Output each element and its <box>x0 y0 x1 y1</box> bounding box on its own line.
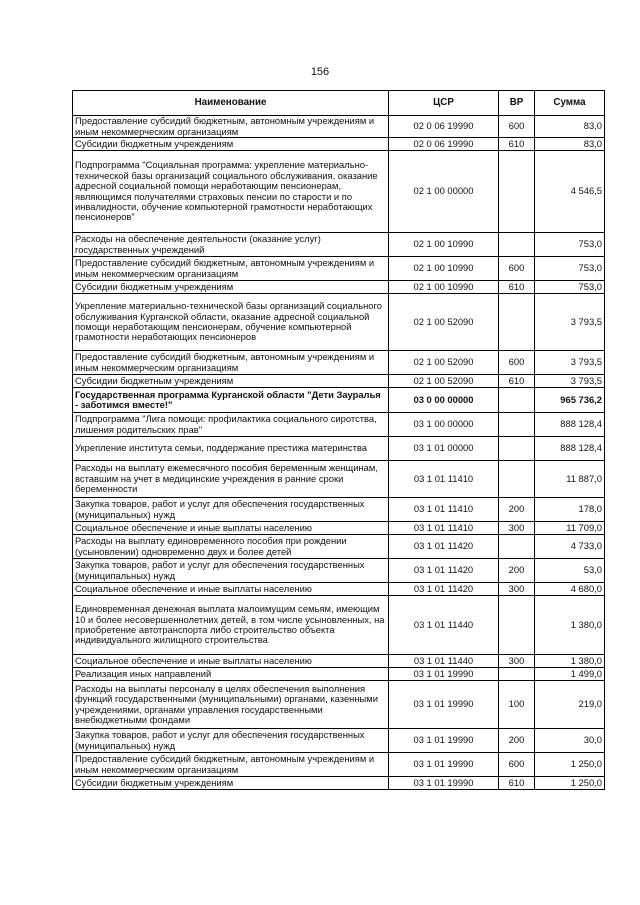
cell-vr: 610 <box>499 138 535 151</box>
cell-name: Расходы на выплату единовременного пособия при рождении (усыновлении) одновременно двух и более детей <box>73 535 389 559</box>
cell-vr: 600 <box>499 351 535 375</box>
table-row <box>73 681 605 729</box>
cell-csr: 02 1 00 10990 <box>389 281 499 294</box>
cell-csr: 03 1 01 11440 <box>389 655 499 668</box>
table-row <box>73 138 605 151</box>
cell-sum: 30,0 <box>535 729 605 753</box>
cell-sum: 753,0 <box>535 257 605 281</box>
table-row <box>73 535 605 559</box>
header-vr: ВР <box>499 91 535 116</box>
table-row <box>73 257 605 281</box>
table-row <box>73 522 605 535</box>
cell-vr <box>499 388 535 413</box>
cell-vr: 600 <box>499 116 535 138</box>
cell-vr <box>499 233 535 257</box>
cell-sum: 888 128,4 <box>535 413 605 437</box>
cell-sum: 4 546,5 <box>535 151 605 233</box>
cell-vr: 610 <box>499 777 535 790</box>
table-row <box>73 777 605 790</box>
table-row <box>73 729 605 753</box>
cell-csr: 03 1 01 19990 <box>389 668 499 681</box>
table-row <box>73 461 605 498</box>
cell-sum: 1 250,0 <box>535 753 605 777</box>
table-row <box>73 116 605 138</box>
cell-sum: 11 887,0 <box>535 461 605 498</box>
table-row <box>73 375 605 388</box>
cell-vr: 600 <box>499 753 535 777</box>
cell-name: Социальное обеспечение и иные выплаты населению <box>73 522 389 535</box>
cell-csr: 03 0 00 00000 <box>389 388 499 413</box>
table-body <box>73 116 605 790</box>
table-header-row <box>73 91 605 116</box>
cell-csr: 02 1 00 52090 <box>389 294 499 351</box>
cell-sum: 753,0 <box>535 233 605 257</box>
cell-csr: 02 0 06 19990 <box>389 138 499 151</box>
cell-csr: 02 1 00 10990 <box>389 257 499 281</box>
cell-sum: 1 380,0 <box>535 596 605 655</box>
table-row <box>73 294 605 351</box>
cell-sum: 1 499,0 <box>535 668 605 681</box>
table-row <box>73 413 605 437</box>
cell-name: Расходы на обеспечение деятельности (оказание услуг) государственных учреждений <box>73 233 389 257</box>
cell-vr: 300 <box>499 655 535 668</box>
cell-vr <box>499 596 535 655</box>
table-row <box>73 351 605 375</box>
page-number: 156 <box>310 66 330 78</box>
cell-sum: 53,0 <box>535 559 605 583</box>
cell-sum: 178,0 <box>535 498 605 522</box>
cell-name: Государственная программа Курганской области "Дети Зауралья - заботимся вместе!" <box>73 388 389 413</box>
table-row <box>73 437 605 461</box>
cell-vr <box>499 535 535 559</box>
table-row <box>73 596 605 655</box>
cell-vr: 300 <box>499 522 535 535</box>
cell-csr: 03 1 01 11420 <box>389 559 499 583</box>
cell-name: Субсидии бюджетным учреждениям <box>73 281 389 294</box>
cell-csr: 03 1 01 11410 <box>389 498 499 522</box>
cell-vr: 610 <box>499 281 535 294</box>
table-row <box>73 388 605 413</box>
cell-vr <box>499 413 535 437</box>
cell-csr: 03 1 01 19990 <box>389 753 499 777</box>
table-row <box>73 559 605 583</box>
table-row <box>73 753 605 777</box>
cell-csr: 03 1 01 00000 <box>389 437 499 461</box>
cell-sum: 3 793,5 <box>535 294 605 351</box>
header-name: Наименование <box>73 91 389 116</box>
cell-csr: 02 1 00 52090 <box>389 375 499 388</box>
cell-sum: 3 793,5 <box>535 375 605 388</box>
cell-name: Социальное обеспечение и иные выплаты населению <box>73 655 389 668</box>
cell-name: Укрепление института семьи, поддержание престижа материнства <box>73 437 389 461</box>
cell-vr <box>499 461 535 498</box>
cell-csr: 03 1 00 00000 <box>389 413 499 437</box>
table-row <box>73 233 605 257</box>
table-row <box>73 151 605 233</box>
cell-name: Подпрограмма "Социальная программа: укрепление материально-технической базы организаций социального обслуживания, оказание адресной социальной помощи неработающим пенсионерам, являющимся получателями страховых пенсии по старости и по инвалидности, обучение компьютерной грамотности неработающих пенсионеров" <box>73 151 389 233</box>
cell-name: Закупка товаров, работ и услуг для обеспечения государственных (муниципальных) нужд <box>73 559 389 583</box>
cell-sum: 11 709,0 <box>535 522 605 535</box>
cell-sum: 4 680,0 <box>535 583 605 596</box>
cell-csr: 03 1 01 11420 <box>389 535 499 559</box>
cell-vr <box>499 668 535 681</box>
cell-vr: 300 <box>499 583 535 596</box>
cell-csr: 03 1 01 11440 <box>389 596 499 655</box>
cell-csr: 02 1 00 00000 <box>389 151 499 233</box>
table-row <box>73 281 605 294</box>
cell-sum: 83,0 <box>535 138 605 151</box>
cell-vr: 200 <box>499 559 535 583</box>
cell-name: Социальное обеспечение и иные выплаты населению <box>73 583 389 596</box>
cell-name: Укрепление материально-технической базы организаций социального обслуживания Курганской области, оказание адресной социальной помощи неработающим пенсионерам, обучение компьютерной грамотности неработающих пенсионеров <box>73 294 389 351</box>
cell-name: Субсидии бюджетным учреждениям <box>73 375 389 388</box>
cell-csr: 03 1 01 11410 <box>389 522 499 535</box>
cell-sum: 219,0 <box>535 681 605 729</box>
cell-csr: 03 1 01 11410 <box>389 461 499 498</box>
cell-name: Субсидии бюджетным учреждениям <box>73 777 389 790</box>
header-sum: Сумма <box>535 91 605 116</box>
cell-vr: 610 <box>499 375 535 388</box>
cell-name: Единовременная денежная выплата малоимущим семьям, имеющим 10 и более несовершеннолетних детей, в том числе усыновленных, на приобретение автотранспорта либо строительство объекта индивидуального жилищного строительства <box>73 596 389 655</box>
cell-sum: 965 736,2 <box>535 388 605 413</box>
budget-table <box>72 90 605 790</box>
header-csr: ЦСР <box>389 91 499 116</box>
cell-name: Предоставление субсидий бюджетным, автономным учреждениям и иным некоммерческим организациям <box>73 257 389 281</box>
cell-name: Предоставление субсидий бюджетным, автономным учреждениям и иным некоммерческим организациям <box>73 753 389 777</box>
cell-sum: 83,0 <box>535 116 605 138</box>
cell-sum: 753,0 <box>535 281 605 294</box>
cell-csr: 03 1 01 11420 <box>389 583 499 596</box>
cell-vr: 100 <box>499 681 535 729</box>
cell-name: Закупка товаров, работ и услуг для обеспечения государственных (муниципальных) нужд <box>73 729 389 753</box>
cell-vr <box>499 437 535 461</box>
cell-csr: 02 1 00 10990 <box>389 233 499 257</box>
cell-vr: 600 <box>499 257 535 281</box>
cell-vr <box>499 151 535 233</box>
table-row <box>73 583 605 596</box>
cell-name: Расходы на выплату ежемесячного пособия беременным женщинам, вставшим на учет в медицинские учреждения в ранние сроки беременности <box>73 461 389 498</box>
cell-vr: 200 <box>499 729 535 753</box>
cell-name: Расходы на выплаты персоналу в целях обеспечения выполнения функций государственными (муниципальными) органами, казенными учреждениями, органами управления государственными внебюджетными фондами <box>73 681 389 729</box>
cell-name: Закупка товаров, работ и услуг для обеспечения государственных (муниципальных) нужд <box>73 498 389 522</box>
cell-csr: 03 1 01 19990 <box>389 777 499 790</box>
cell-csr: 02 1 00 52090 <box>389 351 499 375</box>
cell-sum: 888 128,4 <box>535 437 605 461</box>
cell-sum: 1 380,0 <box>535 655 605 668</box>
cell-csr: 03 1 01 19990 <box>389 729 499 753</box>
cell-name: Предоставление субсидий бюджетным, автономным учреждениям и иным некоммерческим организациям <box>73 116 389 138</box>
cell-name: Субсидии бюджетным учреждениям <box>73 138 389 151</box>
cell-sum: 1 250,0 <box>535 777 605 790</box>
cell-vr: 200 <box>499 498 535 522</box>
cell-name: Подпрограмма "Лига помощи: профилактика социального сиротства, лишения родительских прав" <box>73 413 389 437</box>
cell-sum: 3 793,5 <box>535 351 605 375</box>
cell-csr: 02 0 06 19990 <box>389 116 499 138</box>
cell-vr <box>499 294 535 351</box>
table-row <box>73 655 605 668</box>
cell-name: Реализация иных направлений <box>73 668 389 681</box>
cell-sum: 4 733,0 <box>535 535 605 559</box>
table-row <box>73 498 605 522</box>
cell-csr: 03 1 01 19990 <box>389 681 499 729</box>
table-row <box>73 668 605 681</box>
cell-name: Предоставление субсидий бюджетным, автономным учреждениям и иным некоммерческим организациям <box>73 351 389 375</box>
